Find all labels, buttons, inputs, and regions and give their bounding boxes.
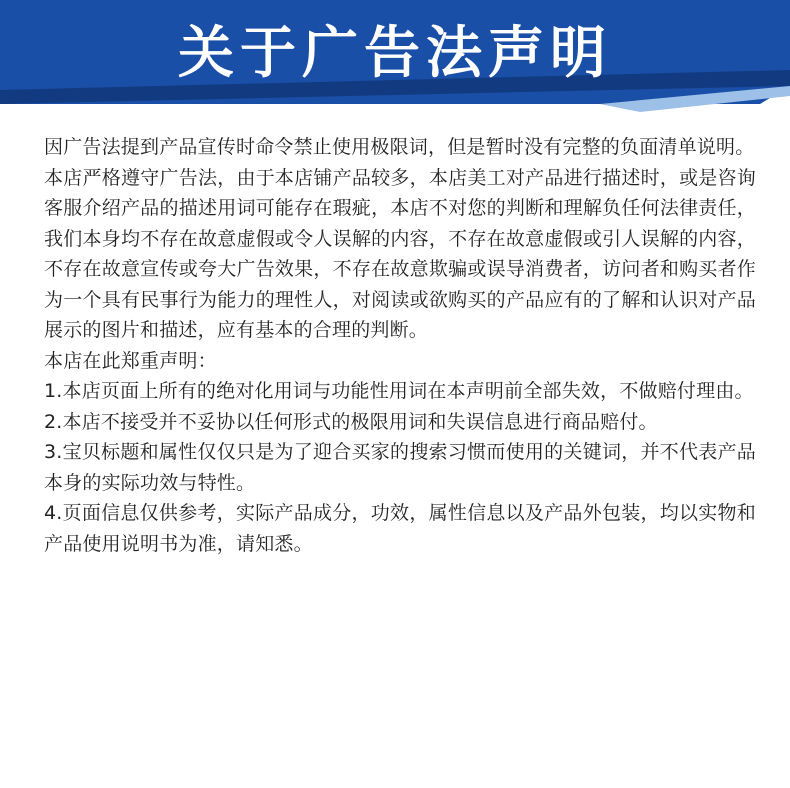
statement-item-3: 3.宝贝标题和属性仅仅只是为了迎合买家的搜索习惯而使用的关键词，并不代表产品本身的实际功效与特性。	[44, 441, 756, 494]
page-title: 关于广告法声明	[178, 21, 612, 86]
statement-item-4: 4.页面信息仅供参考，实际产品成分，功效，属性信息以及产品外包装，均以实物和产品使用说明书为准，请知悉。	[44, 502, 756, 555]
statement-heading: 本店在此郑重声明：	[44, 349, 217, 372]
statement-item-1: 1.本店页面上所有的绝对化用词与功能性用词在本声明前全部失效，不做赔付理由。	[44, 380, 754, 402]
statement-item-2: 2.本店不接受并不妥协以任何形式的极限用词和失误信息进行商品赔付。	[44, 410, 658, 433]
compliance-paragraph: 本店严格遵守广告法，由于本店铺产品较多，本店美工对产品进行描述时，或是咨询客服介绍产品的描述用词可能存在瑕疵，本店不对您的判断和理解负任何法律责任，我们本身均不存在故意虚假或令人误解的内容，不存在故意虚假或引人误解的内容，不存在故意宣传或夸大广告效果，不存在故意欺骗或误导消费者，访问者和购买者作为一个具有民事行为能力的理性人，对阅读或欲购买的产品应有的了解和认识对产品展示的图片和描述，应有基本的合理的判断。	[44, 166, 756, 341]
intro-paragraph: 因广告法提到产品宣传时命令禁止使用极限词，但是暂时没有完整的负面清单说明。	[44, 136, 755, 158]
declaration-body	[44, 132, 756, 559]
header-banner	[0, 0, 790, 118]
